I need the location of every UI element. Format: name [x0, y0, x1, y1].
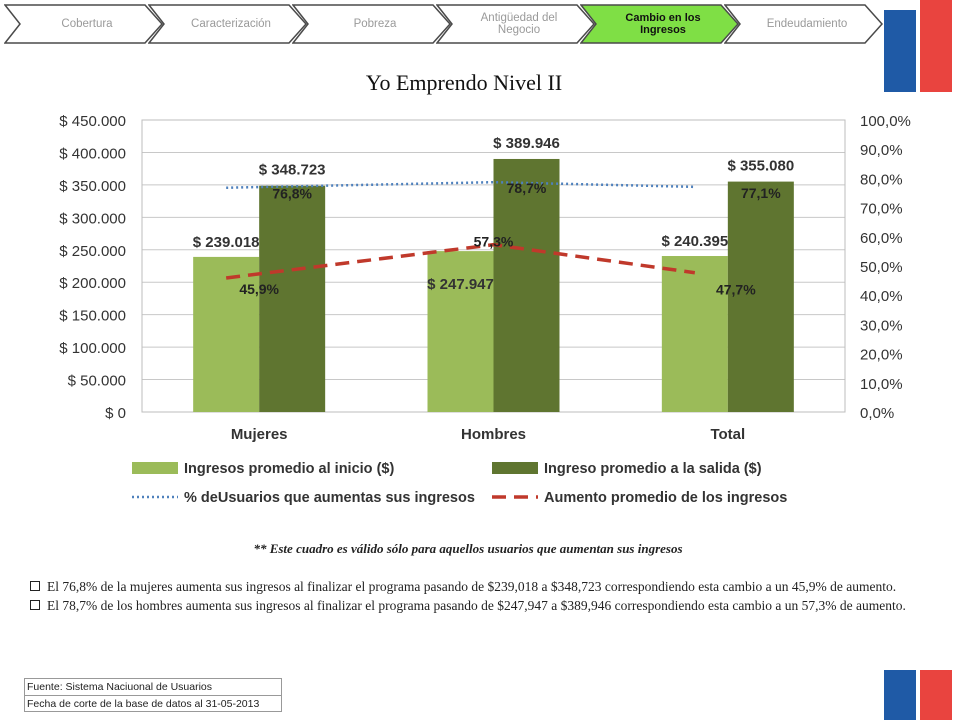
- data-label-usuarios: 77,1%: [740, 184, 781, 201]
- legend-label: Ingresos promedio al inicio ($): [184, 461, 395, 477]
- bullet-item: [30, 597, 930, 614]
- category-label: Mujeres: [230, 426, 288, 443]
- summary-bullets: [30, 578, 930, 616]
- right-axis-tick-label: 10,0%: [860, 375, 903, 393]
- right-axis-tick-label: 100,0%: [860, 113, 911, 130]
- left-axis-tick-label: $ 0: [105, 405, 126, 422]
- left-axis-tick-label: $ 50.000: [67, 372, 126, 390]
- right-axis-tick-label: 80,0%: [860, 171, 903, 189]
- page-title: Yo Emprendo Nivel II: [365, 70, 563, 95]
- legend-label: Ingreso promedio a la salida ($): [544, 461, 762, 477]
- nav-tab-cobertura[interactable]: [4, 4, 164, 44]
- right-axis-tick-label: 70,0%: [860, 200, 903, 218]
- right-axis-tick-label: 40,0%: [860, 288, 903, 306]
- nav-tab-label: Antigüedad del Negocio: [480, 12, 558, 36]
- category-label: Hombres: [460, 426, 527, 443]
- bullet-item: [30, 578, 930, 595]
- checkbox-bullet-icon: [30, 581, 40, 591]
- chart-note: ** Este cuadro es válido sólo para aquellos usuarios que aumentan sus ingresos: [253, 541, 683, 556]
- bullet-text: El 76,8% de la mujeres aumenta sus ingresos al finalizar el programa pasando de $239,018 a $348,723 correspondiendo esta cambio a un 45,9% de aumento.: [47, 579, 897, 594]
- data-label-aumento: 57,3%: [473, 233, 514, 250]
- checkbox-bullet-icon: [30, 600, 40, 610]
- right-axis-tick-label: 60,0%: [860, 229, 903, 247]
- data-label-inicio: $ 239.018: [192, 233, 260, 251]
- right-axis-tick-label: 20,0%: [860, 346, 903, 364]
- left-axis-tick-label: $ 400.000: [59, 145, 126, 163]
- data-label-aumento: 45,9%: [239, 280, 280, 297]
- data-label-salida: $ 348.723: [258, 161, 326, 179]
- legend-swatch: [132, 462, 178, 474]
- legend-label: % deUsuarios que aumentas sus ingresos: [184, 490, 475, 506]
- data-label-usuarios: 76,8%: [272, 185, 313, 202]
- nav-tab-label: Cobertura: [61, 18, 113, 30]
- nav-tab-endeudamiento[interactable]: [724, 4, 884, 44]
- cutoff-date-line: Fecha de corte de la base de datos al 31-05-2013: [25, 695, 281, 711]
- bullet-text: El 78,7% de los hombres aumenta sus ingresos al finalizar el programa pasando de $247,947 a $389,946 correspondiendo esta cambio a un 57,3% de aumento.: [47, 598, 906, 613]
- nav-tab-caracterizacion[interactable]: [148, 4, 308, 44]
- data-label-aumento: 47,7%: [715, 281, 756, 298]
- right-axis-tick-label: 0,0%: [860, 405, 895, 422]
- nav-tab-antiguedad-negocio[interactable]: [436, 4, 596, 44]
- nav-tab-label: Endeudamiento: [766, 18, 848, 30]
- right-axis-tick-label: 90,0%: [860, 142, 903, 160]
- section-nav: [4, 4, 880, 46]
- right-axis-tick-label: 50,0%: [860, 259, 903, 276]
- legend-label: Aumento promedio de los ingresos: [544, 490, 788, 506]
- flag-logo-bottom: [884, 670, 952, 720]
- source-line: Fuente: Sistema Naciuonal de Usuarios: [27, 681, 213, 693]
- source-box: [24, 678, 282, 712]
- left-axis-tick-label: $ 450.000: [59, 113, 126, 130]
- left-axis-tick-label: $ 200.000: [59, 275, 126, 293]
- left-axis-tick-label: $ 300.000: [59, 210, 126, 228]
- data-label-salida: $ 355.080: [727, 157, 795, 175]
- data-label-usuarios: 78,7%: [506, 180, 547, 197]
- data-label-inicio: $ 247.947: [427, 276, 494, 294]
- nav-tab-cambio-ingresos[interactable]: [580, 4, 740, 44]
- left-axis-tick-label: $ 350.000: [59, 177, 126, 195]
- left-axis-tick-label: $ 150.000: [59, 307, 126, 325]
- data-label-salida: $ 389.946: [493, 134, 560, 152]
- nav-tab-pobreza[interactable]: [292, 4, 452, 44]
- data-label-inicio: $ 240.395: [661, 233, 729, 251]
- category-label: Total: [710, 426, 746, 443]
- bar-inicio: [662, 256, 728, 412]
- nav-tab-label: Cambio en los Ingresos: [625, 12, 701, 36]
- left-axis-tick-label: $ 250.000: [59, 242, 126, 260]
- left-axis-tick-label: $ 100.000: [59, 340, 126, 358]
- nav-tab-label: Caracterización: [191, 18, 271, 30]
- legend-swatch: [492, 462, 538, 474]
- income-chart: [0, 100, 930, 520]
- right-axis-tick-label: 30,0%: [860, 317, 903, 335]
- bar-salida: [259, 186, 325, 412]
- nav-tab-label: Pobreza: [353, 18, 397, 30]
- bar-salida: [494, 159, 560, 412]
